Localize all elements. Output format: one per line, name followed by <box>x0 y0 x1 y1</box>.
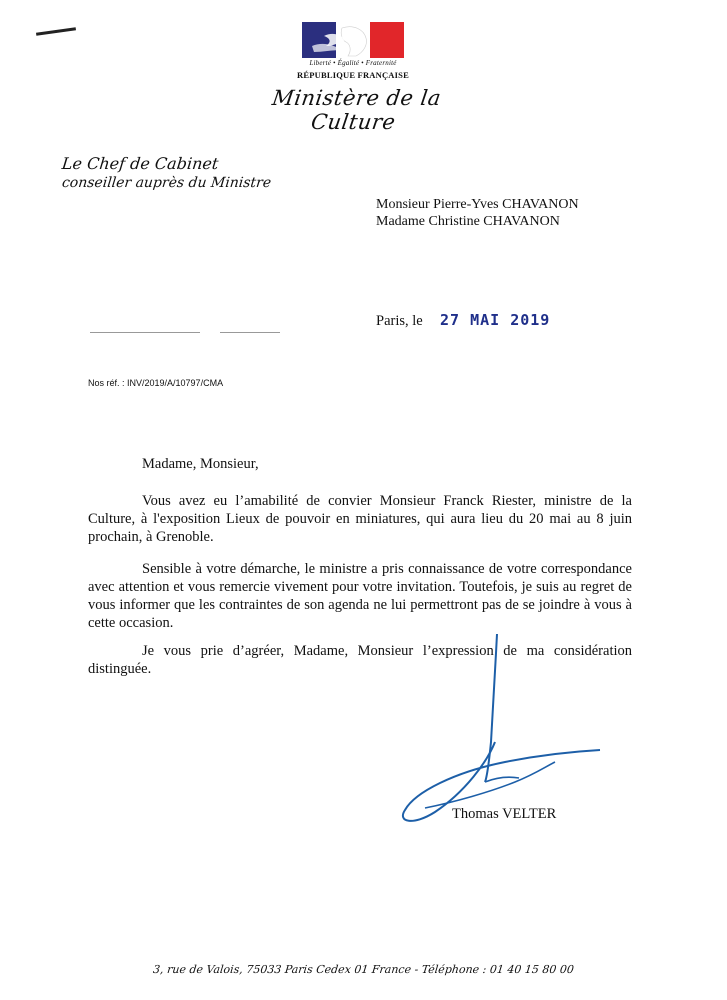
reference-number: Nos réf. : INV/2019/A/10797/CMA <box>88 378 224 388</box>
date-prefix: Paris, le <box>376 313 423 329</box>
salutation: Madame, Monsieur, <box>142 456 259 472</box>
recipient-line: Monsieur Pierre-Yves CHAVANON <box>376 197 579 212</box>
republic-name: RÉPUBLIQUE FRANÇAISE <box>297 70 409 80</box>
scan-mark <box>36 27 76 36</box>
signer-name: Thomas VELTER <box>452 806 557 822</box>
footer-address: 3, rue de Valois, 75033 Paris Cedex 01 France - Téléphone : 01 40 15 80 00 <box>152 963 575 976</box>
body-paragraph: Vous avez eu l’amabilité de convier Monsieur Franck Riester, ministre de la Culture, à l'exposition Lieux de pouvoir en miniatures, qui aura lieu du 20 mai au 8 juin prochain, à Grenoble. <box>88 493 632 545</box>
scan-artifact <box>220 332 280 333</box>
republic-motto: Liberté • Égalité • Fraternité <box>309 59 397 67</box>
scan-artifact <box>90 332 200 333</box>
handwritten-signature <box>395 632 605 832</box>
ministry-title: Ministère de la Culture <box>270 86 443 134</box>
sender-title: Le Chef de Cabinet <box>61 154 220 173</box>
sender-subtitle: conseiller auprès du Ministre <box>61 175 272 191</box>
date-stamp: 27 MAI 2019 <box>440 311 551 329</box>
recipient-line: Madame Christine CHAVANON <box>376 214 560 229</box>
marianne-logo <box>302 22 404 58</box>
body-paragraph: Sensible à votre démarche, le ministre a pris connaissance de votre correspondance avec attention et vous remercie vivement pour votre invitation. Toutefois, je suis au regret de vous informer que les contraintes de son agenda ne lui permettront pas de se joindre à vous à cette occasion. <box>88 561 632 631</box>
body-paragraph: Je vous prie d’agréer, Madame, Monsieur l’expression de ma considération distinguée. <box>88 643 632 677</box>
